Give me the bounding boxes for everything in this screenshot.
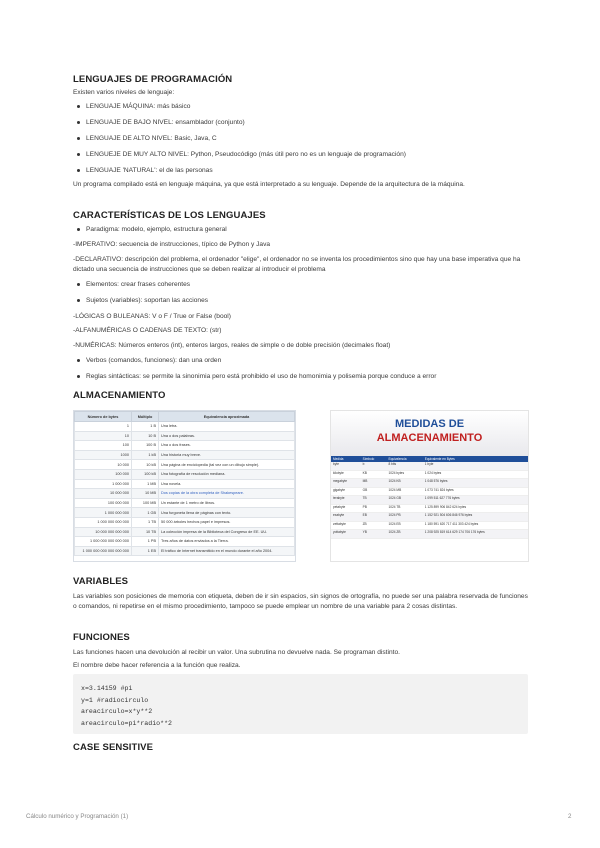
table-cell: 10 B <box>132 431 159 441</box>
heading-variables: VARIABLES <box>73 576 129 587</box>
list-item: LENGUAJE 'NATURAL': el de las personas <box>73 166 528 182</box>
table-cell: 50 000 árboles hechos papel e impresos. <box>159 517 295 527</box>
table-cell: 1 <box>75 422 132 432</box>
medidas-almacenamiento-image <box>330 410 529 562</box>
table-cell: 1000 <box>75 450 132 460</box>
table-cell: 1 152 921 504 606 846 976 bytes <box>423 513 528 522</box>
heading-case-sensitive: CASE SENSITIVE <box>73 742 154 753</box>
list-item: LENGUEJE DE MUY ALTO NIVEL: Python, Pseudocódigo (más útil pero no es un lenguaje de programación) <box>73 150 528 166</box>
table-cell: 1024 PB <box>386 513 422 522</box>
table-cell: 10 000 <box>75 460 132 470</box>
list-item: Sujetos (variables): soportan las acciones <box>73 296 528 312</box>
heading-funciones: FUNCIONES <box>73 632 130 643</box>
table-cell: 100 000 000 <box>75 498 132 508</box>
lenguajes-list <box>73 102 528 182</box>
table-cell: 10 MB <box>132 489 159 499</box>
heading-caracteristicas: CARACTERÍSTICAS DE LOS LENGUAJES <box>73 210 266 221</box>
table-cell: 1024 bytes <box>386 470 422 479</box>
table-cell: Una letra. <box>159 422 295 432</box>
table-cell: 1 208 925 819 614 629 174 706 176 bytes <box>423 530 528 539</box>
table-cell: GB <box>361 487 387 496</box>
table-cell: 1 000 000 000 000 000 000 <box>75 546 132 556</box>
declarativo-text: -DECLARATIVO: descripción del problema, el ordenador "elige", el ordenador no se inventa los procedimientos sino que hay una base imperativa que ha dictado una secuencia de instrucciones que se deben realizar al introducir el problema <box>73 256 521 273</box>
col-header: Equivalente en Bytes <box>423 456 528 462</box>
logicas-text: -LÓGICAS O BULEANAS: V o F / True or False (bool) <box>73 313 231 320</box>
table-cell: 1 000 000 000 000 <box>75 517 132 527</box>
col-header: Equivalencia <box>386 456 422 462</box>
table-row <box>331 530 528 539</box>
table-cell: KB <box>361 470 387 479</box>
table-cell: 1024 MB <box>386 487 422 496</box>
table-cell: zettabyte <box>331 521 361 530</box>
table-cell: Una o dos palabras. <box>159 431 295 441</box>
table-cell: b <box>361 462 387 470</box>
table-row <box>331 521 528 530</box>
col-header: Número de bytes <box>75 412 132 422</box>
list-item: LENGUAJE DE ALTO NIVEL: Basic, Java, C <box>73 134 528 150</box>
table-cell: byte <box>331 462 361 470</box>
table-cell: TB <box>361 496 387 505</box>
table-row <box>331 462 528 470</box>
table-row <box>75 422 295 432</box>
table-row <box>331 487 528 496</box>
table-cell: 1 PB <box>132 537 159 547</box>
code-line: areacirculo=pi*radio**2 <box>81 719 173 727</box>
table-row <box>75 469 295 479</box>
table-cell: terabyte <box>331 496 361 505</box>
table-cell: Una historia muy breve. <box>159 450 295 460</box>
table-cell: El tráfico de Internet transmitido en el mundo durante el año 2004. <box>159 546 295 556</box>
alfanumericas-text: -ALFANUMÉRICAS O CADENAS DE TEXTO: (str) <box>73 327 222 334</box>
table-cell: 1 MB <box>132 479 159 489</box>
code-line: x=3.14159 #pi <box>81 685 133 692</box>
table-cell: 1 EB <box>132 546 159 556</box>
units-table <box>74 411 295 556</box>
table-cell: 1 000 000 <box>75 479 132 489</box>
medidas-table <box>331 456 528 539</box>
table-cell: 1 kB <box>132 450 159 460</box>
table-row <box>331 504 528 513</box>
list-item: Paradigma: modelo, ejemplo, estructura general <box>73 225 528 241</box>
table-cell: 100 MB <box>132 498 159 508</box>
table-cell: YB <box>361 530 387 539</box>
table-cell: 1024 GB <box>386 496 422 505</box>
table-cell: 1 073 741 824 bytes <box>423 487 528 496</box>
table-cell: 10 <box>75 431 132 441</box>
table-cell: 1 125 899 906 842 624 bytes <box>423 504 528 513</box>
table-row <box>75 508 295 518</box>
code-line: y=1 #radiocirculo <box>81 696 149 704</box>
table-row <box>75 498 295 508</box>
list-item: Elementos: crear frases coherentes <box>73 280 528 296</box>
list-item: Reglas sintácticas: se permite la sinonimia pero está prohibido el uso de homonimia y polisemia porque conduce a error <box>73 372 528 388</box>
table-cell: 1024 KB <box>386 479 422 488</box>
lenguajes-intro: Existen varios niveles de lenguaje: <box>73 89 175 96</box>
table-cell: MB <box>361 479 387 488</box>
lenguajes-outro: Un programa compilado está en lenguaje máquina, ya que está interpretado a su lenguaje. Depende de la arquitectura de la máquina. <box>73 181 465 188</box>
code-line: areacirculo=x*y**2 <box>81 708 153 715</box>
list-item: LENGUAJE DE BAJO NIVEL: ensamblador (conjunto) <box>73 118 528 134</box>
table-cell: 8 bits <box>386 462 422 470</box>
table-row <box>75 431 295 441</box>
table-cell: kilobyte <box>331 470 361 479</box>
table-cell: petabyte <box>331 504 361 513</box>
table-cell: 1 000 000 000 000 000 <box>75 537 132 547</box>
medidas-title-line2: ALMACENAMIENTO <box>376 432 483 444</box>
variables-text: Las variables son posiciones de memoria con etiqueta, deben de ir sin espacios, sin signos de ortografía, no puede ser una palabra reservada de funciones o comandos, ni repetirse en el mismo procedimiento, tampoco se puede emplear un nombre de una variable para 2 cosas distintas. <box>73 593 528 610</box>
table-cell: Una página de enciclopedia (tal vez con un dibujo simple). <box>159 460 295 470</box>
table-cell: Una furgoneta llena de páginas con texto. <box>159 508 295 518</box>
table-cell: 10 kB <box>132 460 159 470</box>
table-row <box>75 479 295 489</box>
footer-title: Cálculo numérico y Programación (1) <box>26 813 129 820</box>
table-row <box>75 537 295 547</box>
storage-equivalence-table <box>73 410 296 562</box>
col-header: Medida <box>331 456 361 462</box>
list-item: LENGUAJE MÁQUINA: más básico <box>73 102 528 118</box>
table-cell: Una fotografía de resolución mediana. <box>159 469 295 479</box>
caracteristicas-list-1 <box>73 225 528 241</box>
table-row <box>331 479 528 488</box>
medidas-title <box>331 411 528 457</box>
table-cell: La colección impresa de la Biblioteca del Congreso de EE. UU. <box>159 527 295 537</box>
funciones-text-2: El nombre debe hacer referencia a la función que realiza. <box>73 662 241 669</box>
table-cell: 1 B <box>132 422 159 432</box>
table-cell: ZB <box>361 521 387 530</box>
table-cell: 10 000 000 000 000 <box>75 527 132 537</box>
table-cell: 1 GB <box>132 508 159 518</box>
table-cell: EB <box>361 513 387 522</box>
table-cell: 100 000 <box>75 469 132 479</box>
page-number: 2 <box>568 813 572 820</box>
table-row <box>331 496 528 505</box>
medidas-title-line1: MEDIDAS DE <box>394 418 465 430</box>
table-cell: 1 180 591 620 717 411 303 424 bytes <box>423 521 528 530</box>
table-cell: Dos copias de la obra completa de Shakespeare. <box>159 489 295 499</box>
table-cell: 1 000 000 000 <box>75 508 132 518</box>
code-block <box>73 674 528 734</box>
table-cell: Una novela. <box>159 479 295 489</box>
table-cell: 1 024 bytes <box>423 470 528 479</box>
table-cell: gigabyte <box>331 487 361 496</box>
funciones-text-1: Las funciones hacen una devolución al recibir un valor. Una subrutina no devuelve nada. Se programan distinto. <box>73 649 400 656</box>
heading-almacenamiento: ALMACENAMIENTO <box>73 390 166 401</box>
heading-lenguajes: LENGUAJES DE PROGRAMACIÓN <box>73 74 233 85</box>
col-header: Símbolo <box>361 456 387 462</box>
imperativo-text: -IMPERATIVO: secuencia de instrucciones, típico de Python y Java <box>73 241 271 248</box>
table-row <box>75 450 295 460</box>
table-cell: 1 048 576 bytes <box>423 479 528 488</box>
table-cell: 100 kB <box>132 469 159 479</box>
table-cell: 100 B <box>132 441 159 451</box>
table-cell: 1024 ZB <box>386 530 422 539</box>
table-cell: Un estante de 1 metro de libros. <box>159 498 295 508</box>
table-row <box>75 546 295 556</box>
table-cell: yottabyte <box>331 530 361 539</box>
table-cell: 1 byte <box>423 462 528 470</box>
table-cell: 10 TB <box>132 527 159 537</box>
table-row <box>75 441 295 451</box>
table-cell: Tres años de datos enviados a la Tierra. <box>159 537 295 547</box>
caracteristicas-list-3 <box>73 356 528 388</box>
col-header: Equivalencia aproximada <box>159 412 295 422</box>
caracteristicas-list-2 <box>73 280 528 312</box>
table-cell: 1024 TB <box>386 504 422 513</box>
table-row <box>75 517 295 527</box>
table-cell: 10 000 000 <box>75 489 132 499</box>
table-row <box>75 527 295 537</box>
list-item: Verbos (comandos, funciones): dan una orden <box>73 356 528 372</box>
table-cell: 1 099 511 627 776 bytes <box>423 496 528 505</box>
table-cell: 1024 EB <box>386 521 422 530</box>
table-row <box>331 513 528 522</box>
table-row <box>331 470 528 479</box>
table-cell: megabyte <box>331 479 361 488</box>
table-cell: Una o dos frases. <box>159 441 295 451</box>
numericas-text: -NUMÉRICAS: Números enteros (int), enteros largos, reales de simple o de doble precisión (decimales float) <box>73 342 391 349</box>
table-cell: 1 TB <box>132 517 159 527</box>
table-cell: exabyte <box>331 513 361 522</box>
table-row <box>75 460 295 470</box>
table-cell: PB <box>361 504 387 513</box>
table-row <box>75 489 295 499</box>
col-header: Múltiplo <box>132 412 159 422</box>
table-cell: 100 <box>75 441 132 451</box>
